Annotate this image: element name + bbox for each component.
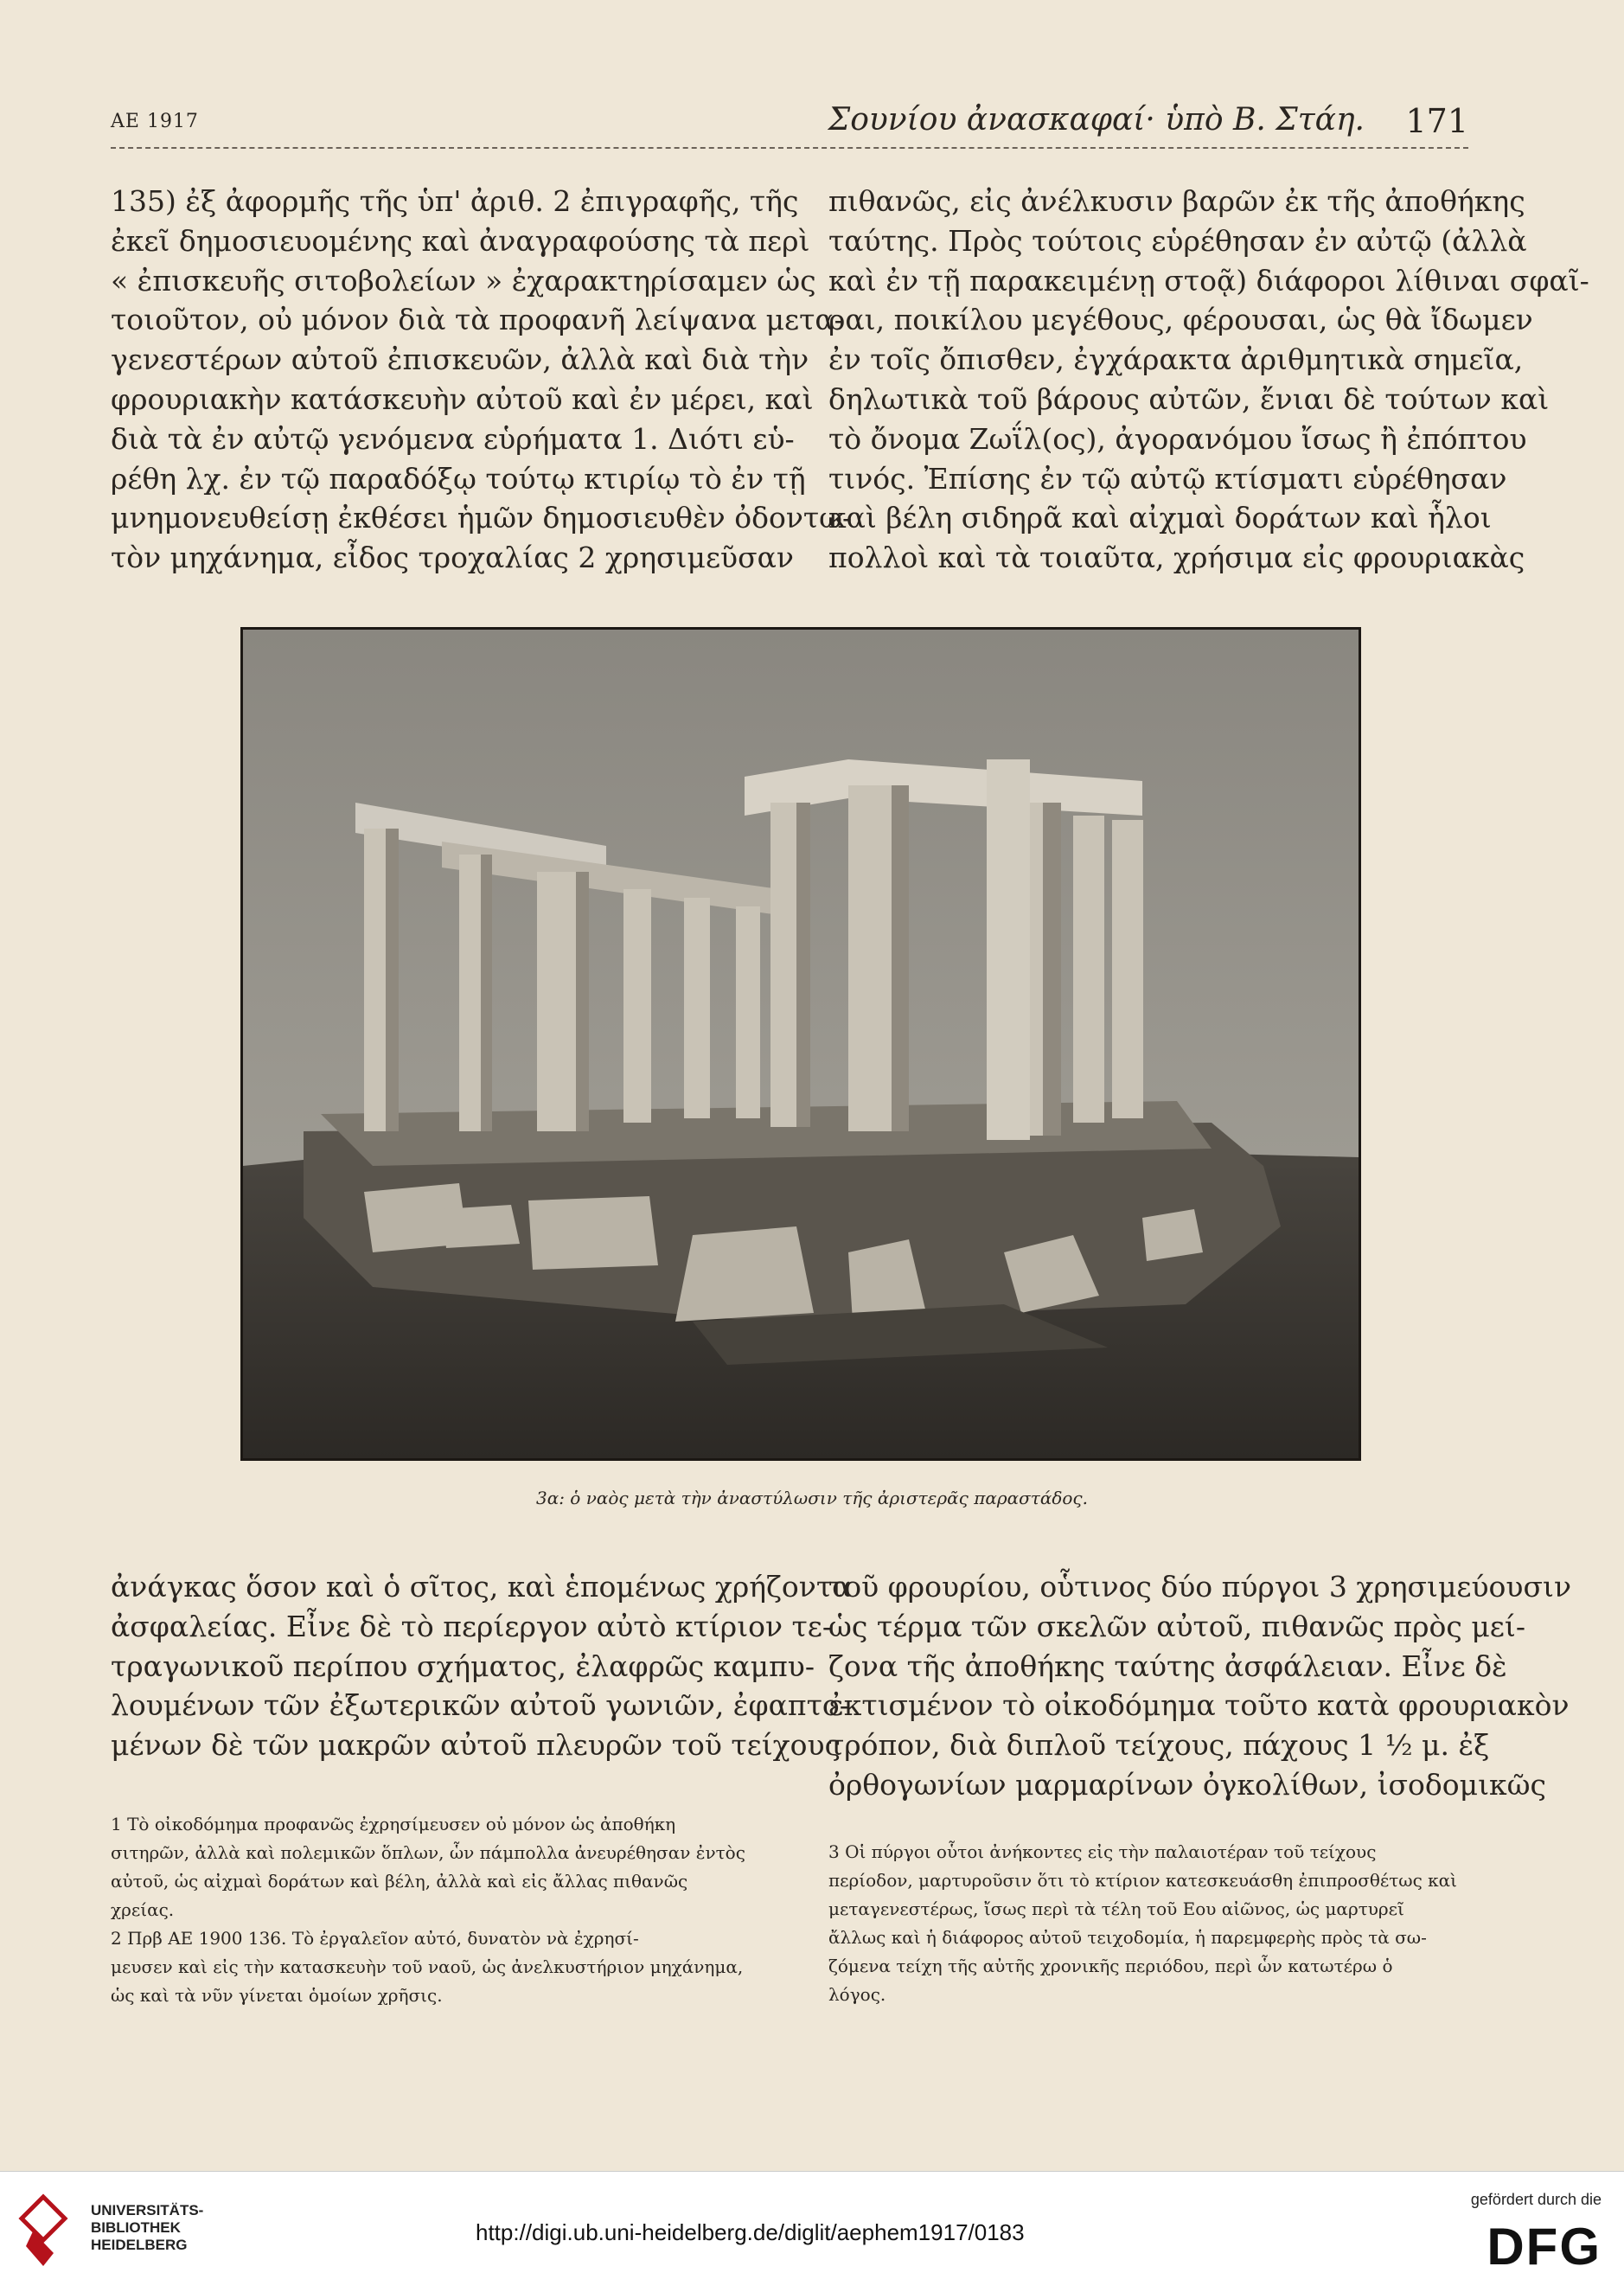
footnote-line: 1 Τὸ οἰκοδόμημα προφανῶς ἐχρησίμευσεν οὐ μόνον ὡς ἀποθήκη <box>111 1814 676 1834</box>
text-line: ἀσφαλείας. Εἶνε δὲ τὸ περίεργον αὐτὸ κτίριον τε- <box>111 1609 833 1643</box>
footnote-line: αὐτοῦ, ὡς αἰχμαὶ δοράτων καὶ βέλη, ἀλλὰ καὶ εἰς ἄλλας πιθανῶς <box>111 1871 688 1892</box>
text-line: ρέθη λχ. ἐν τῷ παραδόξῳ τούτῳ κτιρίῳ τὸ ἐν τῇ <box>111 461 806 496</box>
permalink-url[interactable]: http://digi.ub.uni-heidelberg.de/diglit/aephem1917/0183 <box>476 2219 1025 2245</box>
text-line: ἀνάγκας ὅσον καὶ ὁ σῖτος, καὶ ἑπομένως χρήζοντα <box>111 1570 852 1604</box>
text-column-bottom-left <box>111 1567 852 1765</box>
text-line: ἐκτισμένον τὸ οἰκοδόμημα τοῦτο κατὰ φρουριακὸν <box>828 1688 1570 1723</box>
text-line: ὀρθογωνίων μαρμαρίνων ὀγκολίθων, ἰσοδομικῶς <box>828 1767 1547 1802</box>
text-column-top-left <box>111 182 853 578</box>
library-line: BIBLIOTHEK <box>91 2219 181 2236</box>
footnote-line: μεταγενεστέρως, ἴσως περὶ τὰ τέλη τοῦ Εου αἰῶνος, ὡς μαρτυρεῖ <box>828 1898 1404 1919</box>
dfg-logo: DFG <box>1487 2218 1602 2276</box>
footnote-line: λόγος. <box>828 1984 886 2005</box>
text-line: πολλοὶ καὶ τὰ τοιαῦτα, χρήσιμα εἰς φρουριακὰς <box>828 541 1525 575</box>
footnote-line: χρείας. <box>111 1899 175 1920</box>
footnote-line: σιτηρῶν, ἀλλὰ καὶ πολεμικῶν ὅπλων, ὧν πάμπολλα ἀνευρέθησαν ἐντὸς <box>111 1842 745 1863</box>
sponsor-text: gefördert durch die <box>1470 2191 1602 2208</box>
footnote-line: ὡς καὶ τὰ νῦν γίνεται ὁμοίων χρῆσις. <box>111 1985 443 2006</box>
footnote-line: ζόμενα τείχη τῆς αὐτῆς χρονικῆς περιόδου, περὶ ὧν κατωτέρω ὁ <box>828 1956 1393 1976</box>
text-line: καὶ βέλη σιδηρᾶ καὶ αἰχμαὶ δοράτων καὶ ἧλοι <box>828 501 1492 535</box>
footnotes-left <box>111 1810 770 2010</box>
text-line: τινός. Ἐπίσης ἐν τῷ αὐτῷ κτίσματι εὑρέθησαν <box>828 461 1507 496</box>
text-line: τοιοῦτον, οὐ μόνον διὰ τὰ προφανῆ λείψανα μετα- <box>111 303 844 337</box>
library-line: HEIDELBERG <box>91 2237 188 2253</box>
text-line: μνημονευθείσῃ ἐκθέσει ἡμῶν δημοσιευθὲν ὀδοντω- <box>111 501 853 535</box>
header-rule <box>111 147 1468 149</box>
footnote-line: 3 Οἱ πύργοι οὗτοι ἀνήκοντες εἰς τὴν παλαιοτέραν τοῦ τείχους <box>828 1841 1377 1862</box>
journal-label: ΑΕ 1917 <box>111 111 199 132</box>
text-line: 135) ἐξ ἀφορμῆς τῆς ὑπ' ἀριθ. 2 ἐπιγραφῆς, τῆς <box>111 184 799 218</box>
text-line: πιθανῶς, εἰς ἀνέλκυσιν βαρῶν ἐκ τῆς ἀποθήκης <box>828 184 1525 218</box>
text-line: ταύτης. Πρὸς τούτοις εὑρέθησαν ἐν αὐτῷ (ἀλλὰ <box>828 223 1527 258</box>
text-line: ἐκεῖ δημοσιευομένης καὶ ἀναγραφούσης τὰ περὶ <box>111 223 810 258</box>
text-line: τὸ ὄνομα Ζωΐλ(ος), ἀγορανόμου ἴσως ἢ ἐπόπτου <box>828 421 1527 456</box>
text-line: καὶ ἐν τῇ παρακειμένῃ στοᾷ) διάφοροι λίθιναι σφαῖ- <box>828 263 1589 298</box>
text-line: λουμένων τῶν ἐξωτερικῶν αὐτοῦ γωνιῶν, ἐφαπτο- <box>111 1688 849 1723</box>
text-line: ζονα τῆς ἀποθήκης ταύτης ἀσφάλειαν. Εἶνε δὲ <box>828 1649 1507 1683</box>
text-line: « ἐπισκευῆς σιτοβολείων » ἐχαρακτηρίσαμεν ὡς <box>111 263 816 298</box>
text-line: ἐν τοῖς ὄπισθεν, ἐγχάρακτα ἀριθμητικὰ σημεῖα, <box>828 343 1524 377</box>
text-line: γενεστέρων αὐτοῦ ἐπισκευῶν, ἀλλὰ καὶ διὰ τὴν <box>111 343 809 377</box>
text-line: τρόπον, διὰ διπλοῦ τείχους, πάχους 1 ½ μ. ἐξ <box>828 1728 1490 1763</box>
text-line: διὰ τὰ ἐν αὐτῷ γενόμενα εὑρήματα 1. Διότι εὑ- <box>111 421 795 456</box>
library-name <box>91 2202 203 2254</box>
text-line: ραι, ποικίλου μεγέθους, φέρουσαι, ὡς θὰ ἴδωμεν <box>828 303 1533 337</box>
text-column-top-right <box>828 182 1589 578</box>
text-line: τὸν μηχάνημα, εἶδος τροχαλίας 2 χρησιμεῦσαν <box>111 541 794 575</box>
text-line: τραγωνικοῦ περίπου σχήματος, ἐλαφρῶς καμπυ- <box>111 1649 815 1683</box>
footnote-line: ἄλλως καὶ ἡ διάφορος αὐτοῦ τειχοδομία, ἡ παρεμφερὴς πρὸς τὰ σω- <box>828 1927 1427 1948</box>
text-line: δηλωτικὰ τοῦ βάρους αὐτῶν, ἔνιαι δὲ τούτων καὶ <box>828 381 1550 416</box>
text-line: μένων δὲ τῶν μακρῶν αὐτοῦ πλευρῶν τοῦ τείχους <box>111 1728 841 1763</box>
university-library-logo-icon <box>17 2193 69 2270</box>
temple-illustration <box>243 630 1359 1458</box>
page-number: 171 <box>1405 102 1468 140</box>
footnote-line: μευσεν καὶ εἰς τὴν κατασκευὴν τοῦ ναοῦ, ὡς ἀνελκυστήριον μηχάνημα, <box>111 1956 744 1977</box>
text-line: φρουριακὴν κατάσκευὴν αὐτοῦ καὶ ἐν μέρει, καὶ <box>111 381 814 416</box>
footnote-line: 2 Πρβ ΑΕ 1900 136. Τὸ ἐργαλεῖον αὐτό, δυνατὸν νὰ ἐχρησί- <box>111 1928 639 1949</box>
footnote-line: περίοδον, μαρτυροῦσιν ὅτι τὸ κτίριον κατεσκευάσθη ἐπιπροσθέτως καὶ <box>828 1870 1458 1891</box>
text-line: ὡς τέρμα τῶν σκελῶν αὐτοῦ, πιθανῶς πρὸς μεί- <box>828 1609 1525 1643</box>
figure-caption: 3α: ὁ ναὸς μετὰ τὴν ἀναστύλωσιν τῆς ἀριστερᾶς παραστάδος. <box>535 1488 1088 1508</box>
text-column-bottom-right <box>828 1567 1572 1805</box>
footnotes-right <box>828 1838 1473 2009</box>
viewer-footer <box>0 2171 1624 2292</box>
running-header <box>111 102 1468 147</box>
temple-photograph <box>240 627 1361 1461</box>
text-line: τοῦ φρουρίου, οὗτινος δύο πύργοι 3 χρησιμεύουσιν <box>828 1570 1572 1604</box>
running-title: Σουνίου ἀνασκαφαί· ὑπὸ Β. Στάη. <box>828 102 1365 138</box>
library-line: UNIVERSITÄTS- <box>91 2202 204 2218</box>
